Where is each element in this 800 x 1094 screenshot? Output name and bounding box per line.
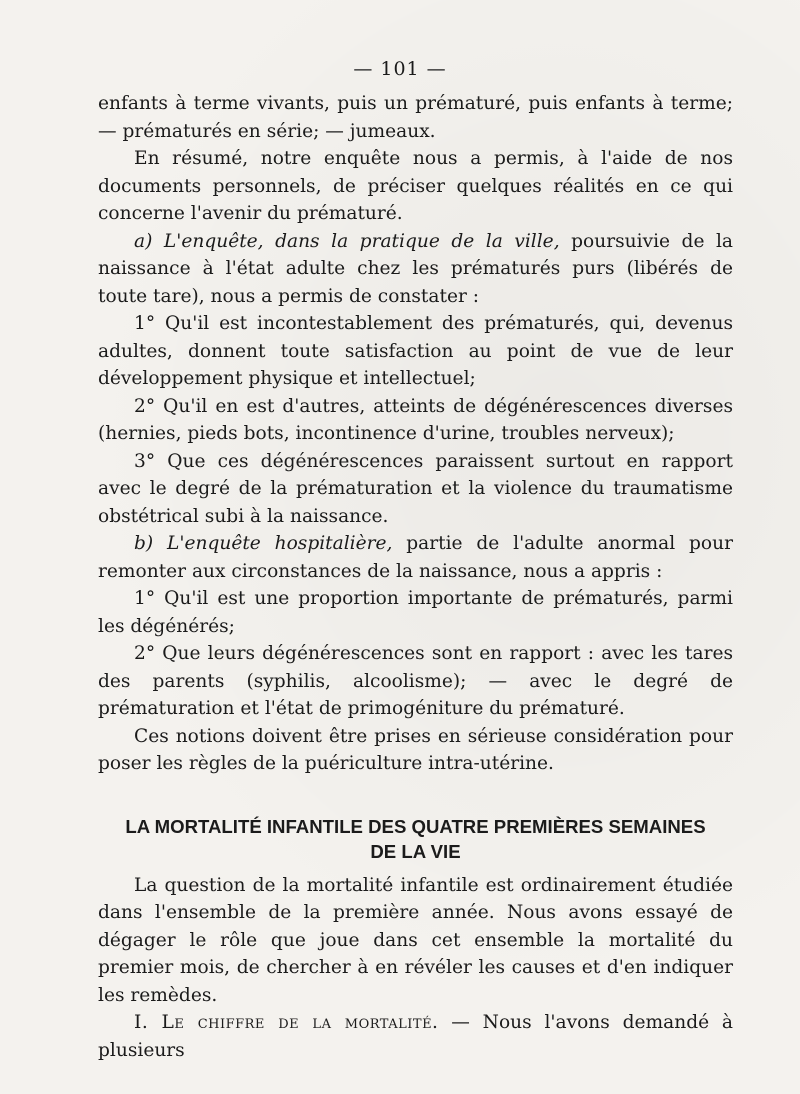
paragraph-hospital-point-1: 1° Qu'il est une proportion importante de prématurés, parmi les dégénérés; <box>98 588 733 637</box>
paragraph-point-3: 3° Que ces dégénérescences paraissent surtout en rapport avec le degré de la prématuration et la violence du traumatisme obstétrical subi à la naissance. <box>98 450 733 527</box>
city-survey-text: poursuivie de la naissance à l'état adulte chez les prématurés purs (libérés de toute tare), nous a permis de constater : <box>98 230 733 307</box>
paragraph-mortality-intro: La question de la mortalité infantile est ordinairement étudiée dans l'ensemble de la première année. Nous avons essayé de dégager le rôle que joue dans cet ensemble la mortalité du premier mois, de chercher à en révéler les causes et d'en indiquer les remèdes. <box>98 874 733 1006</box>
paragraph-continuation: enfants à terme vivants, puis un prématuré, puis enfants à terme; — prématurés en série; — jumeaux. <box>98 93 733 142</box>
paragraph-mortality-figure <box>98 1009 733 1064</box>
paragraph-point-1: 1° Qu'il est incontestablement des prématurés, qui, devenus adultes, donnent toute satisfaction au point de vue de leur développement physique et intellectuel; <box>98 313 733 389</box>
paragraph-city-survey <box>98 228 733 311</box>
label-a: a) <box>134 230 153 252</box>
section-title <box>98 814 733 864</box>
paragraph-hospital-point-2: 2° Que leurs dégénérescences sont en rapport : avec les tares des parents (syphilis, alcoolisme); — avec le degré de prématuration et l'état de primogéniture du prématuré. <box>98 643 733 719</box>
hospital-survey-heading: L'enquête hospitalière, <box>167 533 393 554</box>
paragraph-point-2: 2° Qu'il en est d'autres, atteints de dégénérescences diverses (hernies, pieds bots, incontinence d'urine, troubles nerveux); <box>98 395 733 444</box>
body-text <box>98 90 733 1064</box>
paragraph-hospital-survey <box>98 530 733 585</box>
subsection-heading: I. Le chiffre de la mortalité. <box>134 1012 439 1033</box>
paragraph-conclusion: Ces notions doivent être prises en sérieuse considération pour poser les règles de la puériculture intra-utérine. <box>98 725 733 774</box>
page-number: — 101 — <box>353 58 447 80</box>
label-b: b) <box>134 533 154 554</box>
hospital-survey-text: partie de l'adulte anormal pour remonter aux circonstances de la naissance, nous a appris : <box>98 533 733 582</box>
subsection-text: — Nous l'avons demandé à plusieurs <box>98 1012 733 1061</box>
paragraph-summary: En résumé, notre enquête nous a permis, à l'aide de nos documents personnels, de préciser quelques réalités en ce qui concerne l'avenir du prématuré. <box>98 148 733 224</box>
city-survey-heading: L'enquête, dans la pratique de la ville, <box>163 230 560 252</box>
section-title-line-1: LA MORTALITÉ INFANTILE DES QUATRE PREMIÈRES SEMAINES <box>125 815 706 837</box>
section-title-line-2: DE LA VIE <box>370 840 461 862</box>
